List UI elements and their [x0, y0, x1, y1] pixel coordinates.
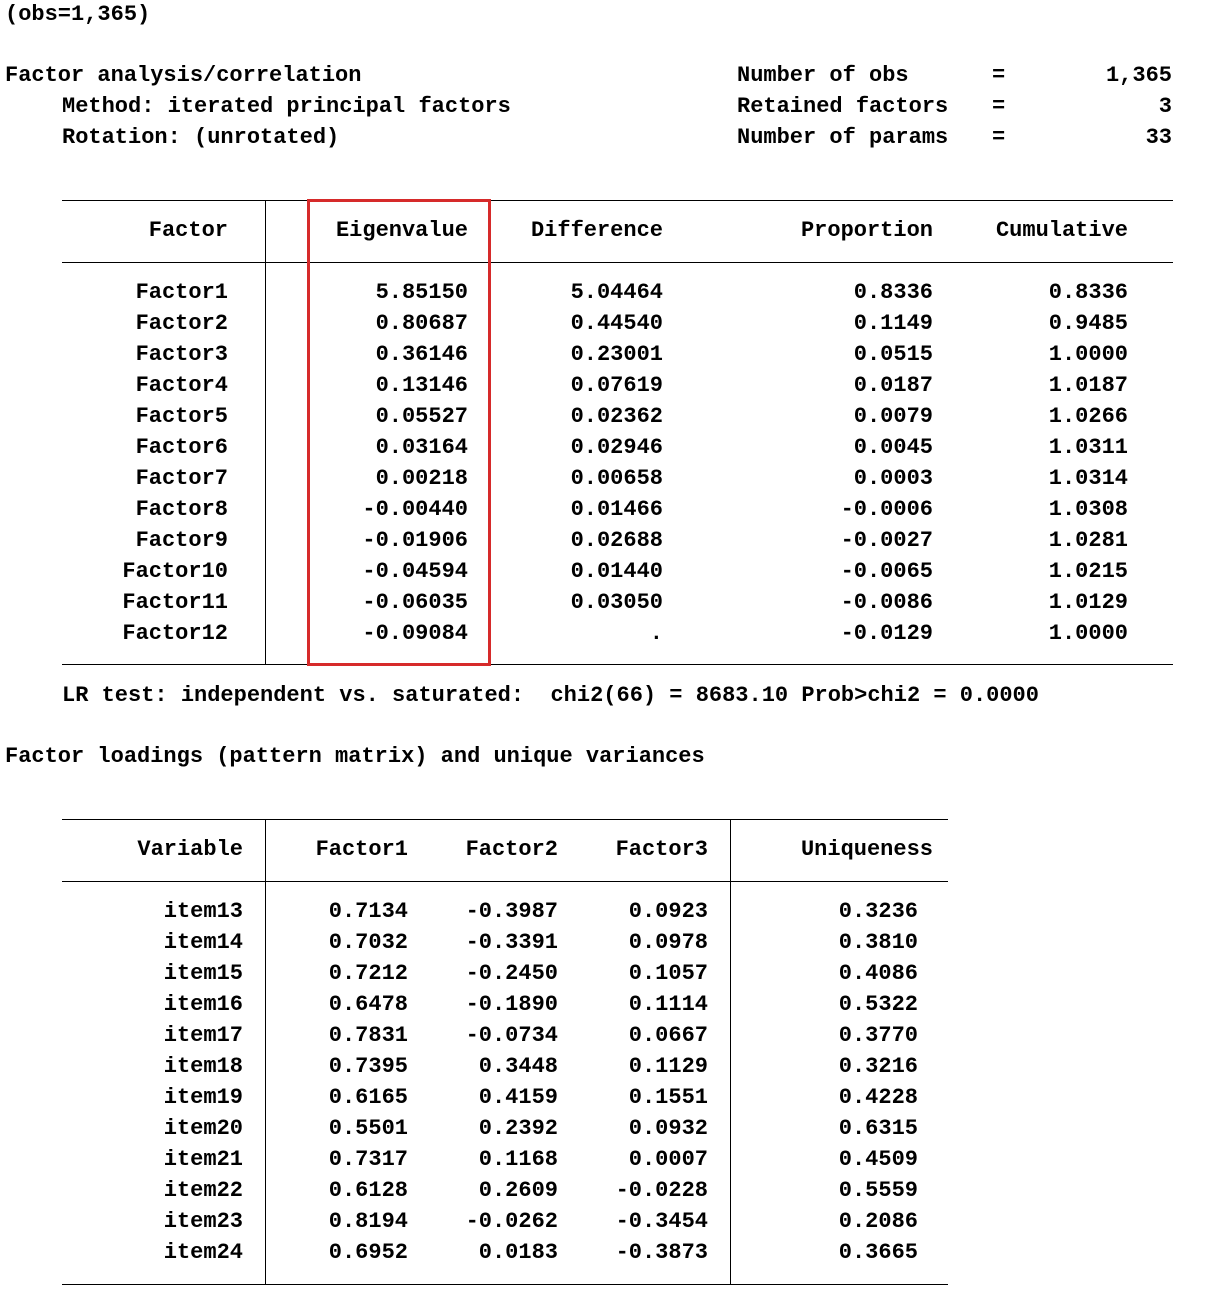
uniqueness-cell: 0.5322: [838, 992, 918, 1017]
factor2-loading: 0.1168: [478, 1147, 558, 1172]
uniqueness-cell: 0.4228: [838, 1085, 918, 1110]
column-header: Difference: [530, 218, 663, 243]
rotation-line: Rotation: (unrotated): [62, 125, 340, 150]
variable-label: item17: [163, 1023, 243, 1048]
difference-cell: 0.07619: [570, 373, 663, 398]
factor3-loading: 0.0978: [628, 930, 708, 955]
factor1-loading: 0.7831: [328, 1023, 408, 1048]
cumulative-cell: 1.0281: [1048, 528, 1128, 553]
proportion-cell: -0.0065: [840, 559, 933, 584]
eigenvalue-highlight-box: [307, 199, 491, 666]
difference-cell: 0.00658: [570, 466, 663, 491]
column-header: Factor3: [615, 837, 708, 862]
factor2-loading: -0.0262: [465, 1209, 558, 1234]
cumulative-cell: 1.0187: [1048, 373, 1128, 398]
variable-label: item24: [163, 1240, 243, 1265]
factor1-loading: 0.7134: [328, 899, 408, 924]
cumulative-cell: 1.0266: [1048, 404, 1128, 429]
factor1-loading: 0.6165: [328, 1085, 408, 1110]
proportion-cell: 0.1149: [853, 311, 933, 336]
eigenvalue-cell: 5.85150: [375, 280, 468, 305]
factor2-loading: -0.3391: [465, 930, 558, 955]
factor-label: Factor2: [135, 311, 228, 336]
factor3-loading: -0.3454: [615, 1209, 708, 1234]
cumulative-cell: 1.0000: [1048, 342, 1128, 367]
factor3-loading: 0.0932: [628, 1116, 708, 1141]
stat-value: 1,365: [1105, 63, 1172, 88]
eigenvalue-cell: 0.00218: [375, 466, 468, 491]
stat-equals: =: [992, 125, 1006, 150]
stat-equals: =: [992, 63, 1006, 88]
factor-label: Factor12: [122, 621, 228, 646]
factor-label: Factor5: [135, 404, 228, 429]
factor-label: Factor1: [135, 280, 228, 305]
uniqueness-cell: 0.6315: [838, 1116, 918, 1141]
factor-label: Factor3: [135, 342, 228, 367]
factor3-loading: -0.3873: [615, 1240, 708, 1265]
variable-label: item15: [163, 961, 243, 986]
factor-label: Factor10: [122, 559, 228, 584]
cumulative-cell: 1.0308: [1048, 497, 1128, 522]
factor-label: Factor11: [122, 590, 228, 615]
factor2-loading: -0.1890: [465, 992, 558, 1017]
cumulative-cell: 1.0129: [1048, 590, 1128, 615]
uniqueness-cell: 0.3810: [838, 930, 918, 955]
factor1-loading: 0.7395: [328, 1054, 408, 1079]
difference-cell: 0.03050: [570, 590, 663, 615]
proportion-cell: 0.0515: [853, 342, 933, 367]
factor1-loading: 0.7032: [328, 930, 408, 955]
difference-cell: 0.23001: [570, 342, 663, 367]
cumulative-cell: 0.8336: [1048, 280, 1128, 305]
uniqueness-cell: 0.3236: [838, 899, 918, 924]
column-header: Cumulative: [995, 218, 1128, 243]
factor-label: Factor8: [135, 497, 228, 522]
eigenvalue-cell: -0.06035: [362, 590, 468, 615]
cumulative-cell: 1.0314: [1048, 466, 1128, 491]
uniqueness-cell: 0.4086: [838, 961, 918, 986]
stat-value: 3: [1158, 94, 1172, 119]
table-top-rule: [62, 200, 1173, 201]
variable-label: item19: [163, 1085, 243, 1110]
difference-cell: 0.44540: [570, 311, 663, 336]
difference-cell: 5.04464: [570, 280, 663, 305]
factor3-loading: 0.1057: [628, 961, 708, 986]
variable-label: item23: [163, 1209, 243, 1234]
column-divider: [265, 819, 266, 1285]
table-bottom-rule: [62, 664, 1173, 665]
eigenvalue-cell: 0.05527: [375, 404, 468, 429]
eigenvalue-cell: -0.04594: [362, 559, 468, 584]
factor1-loading: 0.8194: [328, 1209, 408, 1234]
variable-label: item22: [163, 1178, 243, 1203]
factor3-loading: 0.0923: [628, 899, 708, 924]
proportion-cell: 0.0079: [853, 404, 933, 429]
factor3-loading: 0.0667: [628, 1023, 708, 1048]
proportion-cell: -0.0006: [840, 497, 933, 522]
cumulative-cell: 1.0311: [1048, 435, 1128, 460]
lr-test-line: LR test: independent vs. saturated: chi2(66) = 8683.10 Prob>chi2 = 0.0000: [62, 683, 1039, 708]
uniqueness-cell: 0.4509: [838, 1147, 918, 1172]
factor1-loading: 0.5501: [328, 1116, 408, 1141]
column-header: Eigenvalue: [335, 218, 468, 243]
cumulative-cell: 1.0000: [1048, 621, 1128, 646]
difference-cell: 0.01440: [570, 559, 663, 584]
factor2-loading: 0.4159: [478, 1085, 558, 1110]
stat-label: Number of obs: [737, 63, 909, 88]
factor2-loading: -0.3987: [465, 899, 558, 924]
factor-label: Factor7: [135, 466, 228, 491]
factor2-loading: -0.2450: [465, 961, 558, 986]
cumulative-cell: 1.0215: [1048, 559, 1128, 584]
column-header: Factor2: [465, 837, 558, 862]
difference-cell: 0.01466: [570, 497, 663, 522]
factor-label: Factor6: [135, 435, 228, 460]
factor2-loading: 0.2609: [478, 1178, 558, 1203]
factor1-loading: 0.7317: [328, 1147, 408, 1172]
obs-count: (obs=1,365): [5, 2, 151, 27]
variable-label: item20: [163, 1116, 243, 1141]
factor3-loading: 0.1129: [628, 1054, 708, 1079]
eigenvalue-cell: -0.00440: [362, 497, 468, 522]
factor1-loading: 0.6478: [328, 992, 408, 1017]
stat-label: Retained factors: [737, 94, 949, 119]
proportion-cell: -0.0129: [840, 621, 933, 646]
factor1-loading: 0.7212: [328, 961, 408, 986]
column-header: Factor: [148, 218, 228, 243]
factor-label: Factor9: [135, 528, 228, 553]
proportion-cell: -0.0027: [840, 528, 933, 553]
uniqueness-cell: 0.3216: [838, 1054, 918, 1079]
stat-equals: =: [992, 94, 1006, 119]
difference-cell: .: [649, 621, 663, 646]
header-rule: [62, 262, 1173, 263]
eigenvalue-cell: 0.13146: [375, 373, 468, 398]
uniqueness-cell: 0.2086: [838, 1209, 918, 1234]
column-header: Factor1: [315, 837, 408, 862]
variable-label: item18: [163, 1054, 243, 1079]
cumulative-cell: 0.9485: [1048, 311, 1128, 336]
analysis-title: Factor analysis/correlation: [5, 63, 362, 88]
variable-label: item13: [163, 899, 243, 924]
column-header: Proportion: [800, 218, 933, 243]
factor2-loading: -0.0734: [465, 1023, 558, 1048]
factor2-loading: 0.2392: [478, 1116, 558, 1141]
proportion-cell: -0.0086: [840, 590, 933, 615]
proportion-cell: 0.0045: [853, 435, 933, 460]
factor3-loading: 0.1114: [628, 992, 708, 1017]
factor2-loading: 0.3448: [478, 1054, 558, 1079]
uniqueness-cell: 0.5559: [838, 1178, 918, 1203]
factor1-loading: 0.6952: [328, 1240, 408, 1265]
column-divider: [265, 200, 266, 665]
factor-label: Factor4: [135, 373, 228, 398]
factor3-loading: -0.0228: [615, 1178, 708, 1203]
method-line: Method: iterated principal factors: [62, 94, 511, 119]
proportion-cell: 0.0187: [853, 373, 933, 398]
factor3-loading: 0.0007: [628, 1147, 708, 1172]
stat-value: 33: [1145, 125, 1172, 150]
table-bottom-rule: [62, 1284, 948, 1285]
uniqueness-cell: 0.3665: [838, 1240, 918, 1265]
column-divider: [730, 819, 731, 1285]
proportion-cell: 0.0003: [853, 466, 933, 491]
difference-cell: 0.02946: [570, 435, 663, 460]
eigenvalue-cell: 0.03164: [375, 435, 468, 460]
table-top-rule: [62, 819, 948, 820]
column-header: Uniqueness: [800, 837, 933, 862]
eigenvalue-cell: -0.01906: [362, 528, 468, 553]
header-rule: [62, 881, 948, 882]
eigenvalue-cell: -0.09084: [362, 621, 468, 646]
stat-label: Number of params: [737, 125, 949, 150]
eigenvalue-cell: 0.36146: [375, 342, 468, 367]
factor1-loading: 0.6128: [328, 1178, 408, 1203]
variable-label: item16: [163, 992, 243, 1017]
factor2-loading: 0.0183: [478, 1240, 558, 1265]
column-header: Variable: [137, 837, 243, 862]
difference-cell: 0.02362: [570, 404, 663, 429]
eigenvalue-cell: 0.80687: [375, 311, 468, 336]
proportion-cell: 0.8336: [853, 280, 933, 305]
variable-label: item14: [163, 930, 243, 955]
factor3-loading: 0.1551: [628, 1085, 708, 1110]
uniqueness-cell: 0.3770: [838, 1023, 918, 1048]
variable-label: item21: [163, 1147, 243, 1172]
loadings-title: Factor loadings (pattern matrix) and unique variances: [5, 744, 705, 769]
difference-cell: 0.02688: [570, 528, 663, 553]
